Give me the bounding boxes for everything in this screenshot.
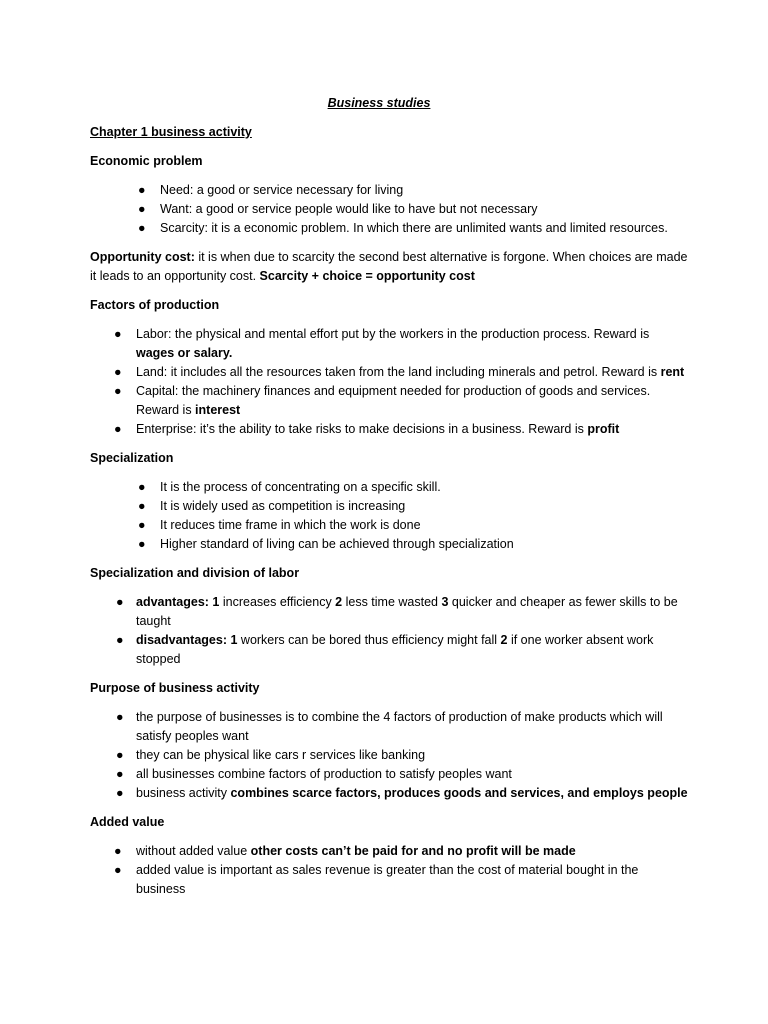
bullet-icon: ● [138,183,146,197]
bullet-icon: ● [138,499,146,513]
list-item: ● It reduces time frame in which the work is done [90,516,688,535]
list-item: ● Scarcity: it is a economic problem. In which there are unlimited wants and limited resources. [90,219,688,238]
purpose-heading: Purpose of business activity [90,681,260,695]
list-item: ● without added value other costs can’t be paid for and no profit will be made [90,842,688,861]
list-item: ● Capital: the machinery finances and equipment needed for production of goods and services. Reward is interest [114,384,651,417]
opportunity-cost-paragraph: Opportunity cost: it is when due to scarcity the second best alternative is forgone. When choices are made it leads to an opportunity cost. Scarcity + choice = opportunity cost [90,250,688,283]
bullet-icon: ● [138,518,146,532]
bullet-icon: ● [114,384,122,398]
list-item: ● added value is important as sales revenue is greater than the cost of material bought in the business [114,863,639,896]
added-value-heading: Added value [90,815,165,829]
bullet-icon: ● [116,748,124,762]
opportunity-cost-formula: Scarcity + choice = opportunity cost [259,269,475,283]
bullet-icon: ● [114,422,122,436]
bullet-icon: ● [114,863,122,877]
list-item: ● Enterprise: it’s the ability to take risks to make decisions in a business. Reward is profit [90,420,688,439]
division-heading: Specialization and division of labor [90,566,300,580]
list-item: ● It is the process of concentrating on a specific skill. [90,478,688,497]
bullet-icon: ● [116,633,124,647]
bullet-icon: ● [116,710,124,724]
list-item: ● Land: it includes all the resources taken from the land including minerals and petrol. Reward is rent [90,363,688,382]
bullet-icon: ● [138,537,146,551]
list-item: ● they can be physical like cars r services like banking [90,746,688,765]
list-item: ● the purpose of businesses is to combine the 4 factors of production of make products which will satisfy peoples want [116,710,663,743]
specialization-list [90,478,688,554]
bullet-icon: ● [116,767,124,781]
bullet-icon: ● [138,202,146,216]
list-item: ● It is widely used as competition is increasing [90,497,688,516]
bullet-icon: ● [114,327,122,341]
bullet-icon: ● [138,221,146,235]
list-item: ● all businesses combine factors of production to satisfy peoples want [90,765,688,784]
list-item: ● Want: a good or service people would like to have but not necessary [90,200,688,219]
list-item: ● business activity combines scarce factors, produces goods and services, and employs people [90,784,688,803]
document-title: Business studies [327,96,431,110]
factors-list [90,325,688,439]
bullet-icon: ● [114,844,122,858]
bullet-icon: ● [116,595,124,609]
division-list [90,593,688,669]
purpose-list [90,708,688,803]
economic-problem-list [90,181,688,238]
list-item: ● disadvantages: 1 workers can be bored thus efficiency might fall 2 if one worker absent work stopped [116,633,654,666]
opportunity-cost-label: Opportunity cost: [90,250,195,264]
economic-problem-heading: Economic problem [90,154,203,168]
added-value-list [90,842,688,899]
specialization-heading: Specialization [90,451,174,465]
factors-heading: Factors of production [90,298,220,312]
list-item: ● advantages: 1 increases efficiency 2 less time wasted 3 quicker and cheaper as fewer skills to be taught [116,595,678,628]
bullet-icon: ● [114,365,122,379]
bullet-icon: ● [138,480,146,494]
list-item: ● Higher standard of living can be achieved through specialization [90,535,688,554]
list-item: ● Labor: the physical and mental effort put by the workers in the production process. Reward is wages or salary. [114,327,650,360]
chapter-heading: Chapter 1 business activity [90,125,252,139]
bullet-icon: ● [116,786,124,800]
list-item: ● Need: a good or service necessary for living [90,181,688,200]
